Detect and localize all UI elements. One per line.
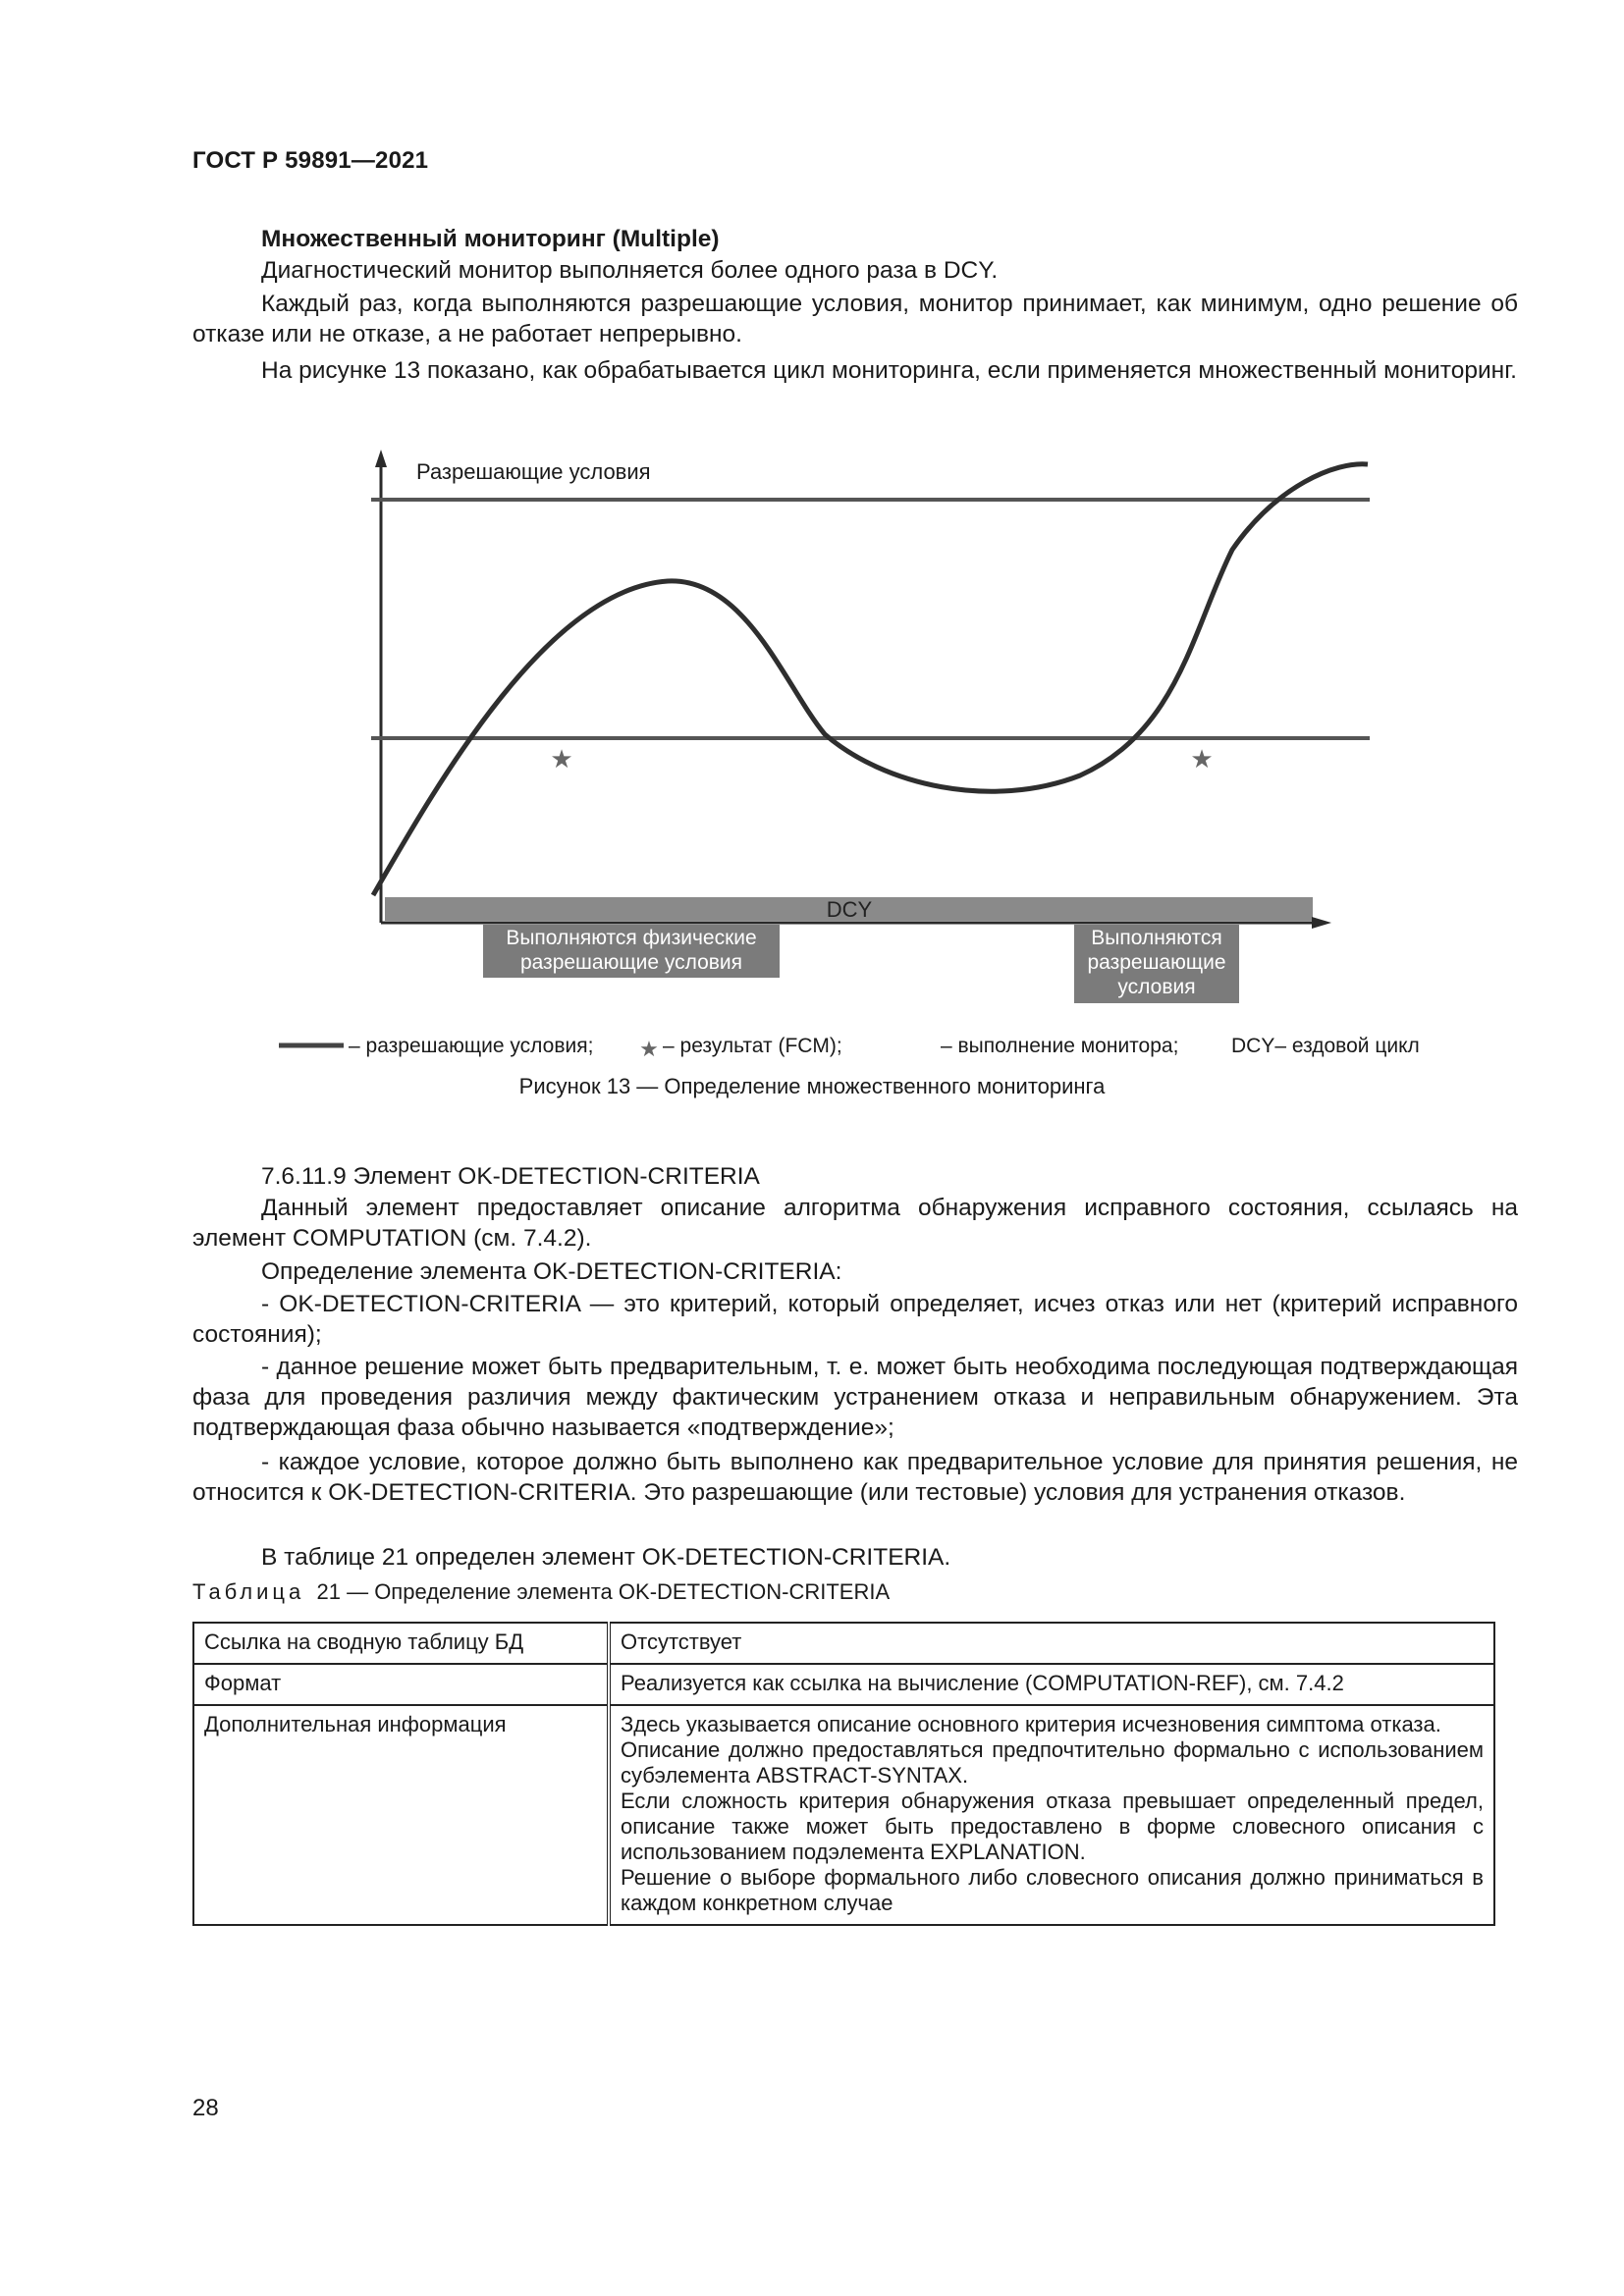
section-heading-multiple: Множественный мониторинг (Multiple) (261, 226, 720, 252)
table-caption (192, 1579, 890, 1605)
monitor-box-2-line-3: условия (1117, 976, 1196, 998)
legend-monitor: – выполнение монитора; (941, 1035, 1179, 1057)
result-star-icon: ★ (550, 744, 573, 774)
enabling-conditions-curve (373, 464, 1368, 895)
definition-table (192, 1622, 1495, 1926)
figure-13-diagram (0, 0, 1624, 1099)
table-cell-line: Если сложность критерия обнаружения отказа превышает определенный предел, описание также может быть предоставлено в форме словесного описания с использованием подэлемента EXPLANATION. (621, 1789, 1484, 1864)
intro-paragraph-3: На рисунке 13 показано, как обрабатывается цикл мониторинга, если применяется множественный мониторинг. (261, 357, 1517, 384)
intro-paragraph-1: Диагностический монитор выполняется более одного раза в DCY. (261, 257, 999, 284)
result-star-icon: ★ (1190, 744, 1214, 774)
table-row (193, 1705, 1494, 1925)
legend-star-icon: ★ (639, 1037, 659, 1061)
section-title: 7.6.11.9 Элемент OK-DETECTION-CRITERIA (261, 1163, 760, 1190)
table-cell-value-multiline (609, 1705, 1494, 1925)
section-paragraph-1: Данный элемент предоставляет описание алгоритма обнаружения исправного состояния, ссылаясь на элемент COMPUTATION (см. 7.4.2). (192, 1195, 1518, 1252)
figure-caption: Рисунок 13 — Определение множественного мониторинга (518, 1074, 1106, 1098)
table-caption-word: Таблица (192, 1579, 305, 1604)
legend-dcy: DCY– ездовой цикл (1231, 1035, 1420, 1057)
section-paragraph-2: Определение элемента OK-DETECTION-CRITERIA: (261, 1258, 842, 1285)
table-cell-label: Ссылка на сводную таблицу БД (193, 1623, 609, 1664)
table-caption-text: 21 — Определение элемента OK-DETECTION-CRITERIA (316, 1579, 891, 1604)
dcy-bar-label: DCY (826, 897, 873, 922)
section-paragraph-4: - данное решение может быть предварительным, т. е. может быть необходима последующая подтверждающая фаза для проведения различия между фактическим устранением отказа и неправильным обнаружением. Эта подтверждающая фаза обычно называется «подтверждение»; (192, 1354, 1518, 1441)
y-axis-arrow-icon (375, 450, 387, 467)
table-cell-value: Реализуется как ссылка на вычисление (COMPUTATION-REF), см. 7.4.2 (609, 1664, 1494, 1705)
legend-conditions: – разрешающие условия; (349, 1035, 594, 1057)
table-cell-line: Описание должно предоставляться предпочтительно формально с использованием субэлемента ABSTRACT-SYNTAX. (621, 1737, 1484, 1788)
section-paragraph-6: В таблице 21 определен элемент OK-DETECTION-CRITERIA. (261, 1544, 951, 1571)
table-cell-value: Отсутствует (609, 1623, 1494, 1664)
table-row (193, 1623, 1494, 1664)
table-row (193, 1664, 1494, 1705)
page-number: 28 (192, 2095, 219, 2121)
table-cell-label: Формат (193, 1664, 609, 1705)
x-axis-arrow-icon (1312, 917, 1331, 929)
monitor-box-2-line-2: разрешающие (1087, 951, 1226, 974)
intro-paragraph-2: Каждый раз, когда выполняются разрешающие условия, монитор принимает, как минимум, одно решение об отказе или не отказе, а не работает непрерывно. (192, 291, 1518, 347)
table-cell-line: Решение о выборе формального либо словесного описания должно приниматься в каждом конкретном случае (621, 1865, 1484, 1915)
legend-result: – результат (FCM); (663, 1035, 842, 1057)
monitor-box-1-line-2: разрешающие условия (519, 951, 743, 974)
section-paragraph-3: - OK-DETECTION-CRITERIA — это критерий, который определяет, исчез отказ или нет (критерий исправного состояния); (192, 1291, 1518, 1348)
table-cell-line: Здесь указывается описание основного критерия исчезновения симптома отказа. (621, 1712, 1441, 1736)
section-paragraph-5: - каждое условие, которое должно быть выполнено как предварительное условие для принятия решения, не относится к OK-DETECTION-CRITERIA. Это разрешающие (или тестовые) условия для устранения отказов. (192, 1449, 1518, 1506)
monitor-box-2-line-1: Выполняются (1091, 927, 1222, 949)
document-code: ГОСТ Р 59891—2021 (192, 147, 429, 174)
monitor-box-1-line-1: Выполняются физические (506, 927, 757, 949)
axis-title: Разрешающие условия (416, 459, 651, 484)
table-cell-label: Дополнительная информация (193, 1705, 609, 1925)
